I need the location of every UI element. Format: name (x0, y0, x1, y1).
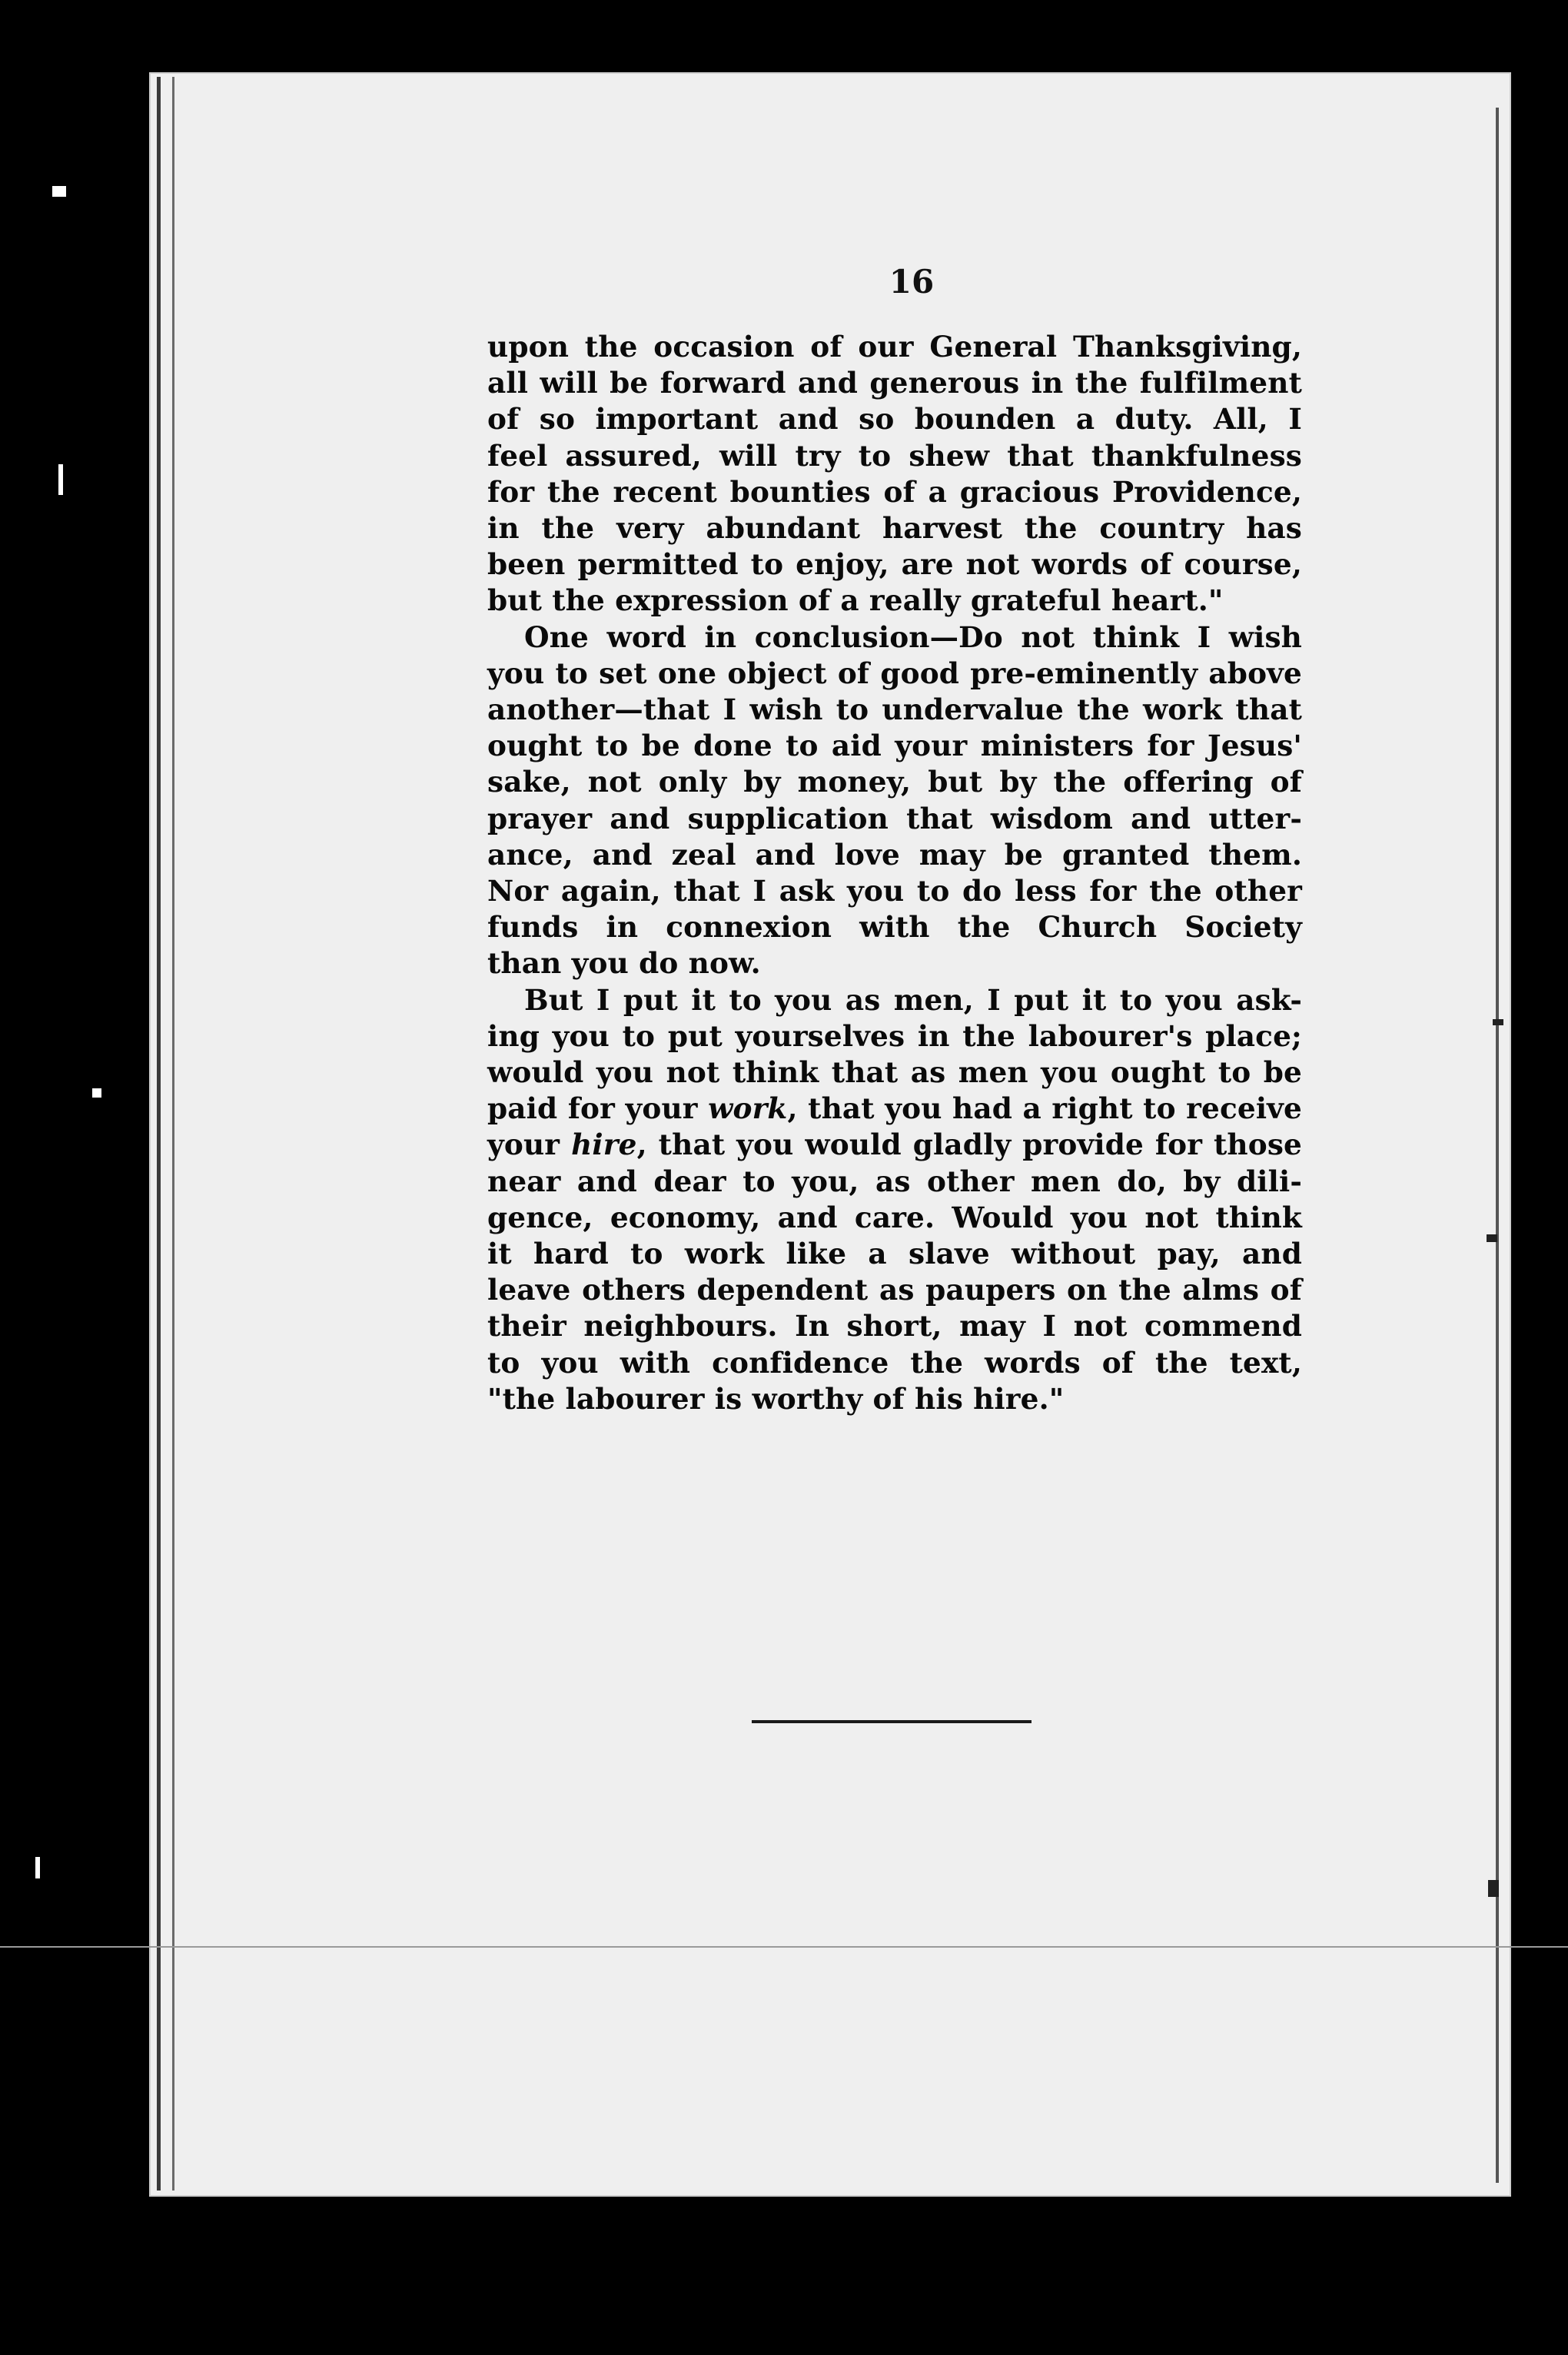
text-line: than you do now. (487, 946, 761, 981)
text-line: ing you to put yourselves in the labourer's place; (487, 1018, 1302, 1053)
scan-speck (52, 186, 66, 197)
body-text (487, 329, 1302, 1417)
text-line: of so important and so bounden a duty. All, I (487, 402, 1302, 437)
scan-speck (1493, 1019, 1503, 1025)
text-line: ought to be done to aid your ministers for Jesus' (487, 729, 1302, 763)
text-line: been permitted to enjoy, are not words of course, (487, 547, 1302, 582)
text-line: but the expression of a really grateful heart." (487, 583, 1224, 618)
text-line: for the recent bounties of a gracious Providence, (487, 474, 1302, 509)
scan-speck (58, 464, 63, 495)
text-line: would you not think that as men you ought to be (487, 1055, 1302, 1090)
text-line: you to set one object of good pre-eminently above (487, 656, 1302, 690)
text-line: Nor again, that I ask you to do less for the other (487, 874, 1302, 908)
text-line: another—that I wish to undervalue the work that (487, 693, 1302, 727)
scan-artifact-line (0, 1946, 1568, 1948)
page-number: 16 (889, 263, 935, 301)
paper-right-edge (1496, 108, 1499, 2183)
section-rule (752, 1720, 1031, 1723)
text-line: gence, economy, and care. Would you not think (487, 1200, 1302, 1234)
text-line: upon the occasion of our General Thanksgiving, (487, 330, 1302, 364)
text-line: feel assured, will try to shew that thankfulness (487, 438, 1302, 473)
bleed-through-text (446, 1483, 1314, 1714)
paragraph (487, 329, 1302, 619)
paragraph (487, 619, 1302, 982)
text-line: ance, and zeal and love may be granted them. (487, 837, 1302, 872)
scan-speck (1487, 1234, 1497, 1242)
text-line: But I put it to you as men, I put it to you ask- (524, 982, 1302, 1017)
text-line: to you with confidence the words of the text, (487, 1345, 1302, 1380)
binding-edge-line (157, 77, 161, 2191)
text-line: funds in connexion with the Church Society (487, 910, 1302, 945)
text-line: prayer and supplication that wisdom and utter- (487, 801, 1302, 835)
scan-speck (35, 1857, 40, 1878)
text-line: sake, not only by money, but by the offering of (487, 765, 1302, 799)
text-line: "the labourer is worthy of his hire." (487, 1381, 1065, 1416)
scan-speck (92, 1088, 101, 1098)
text-line: leave others dependent as paupers on the alms of (487, 1273, 1302, 1307)
text-line: your hire, that you would gladly provide for those (487, 1128, 1302, 1162)
text-line: it hard to work like a slave without pay, and (487, 1237, 1302, 1271)
scan-speck (1488, 1880, 1499, 1897)
text-line: all will be forward and generous in the fulfilment (487, 366, 1302, 400)
text-line: their neighbours. In short, may I not commend (487, 1309, 1302, 1344)
binding-edge-line-inner (172, 77, 174, 2191)
paragraph (487, 982, 1302, 1417)
text-line: paid for your work, that you had a right to receive (487, 1091, 1302, 1126)
text-line: One word in conclusion—Do not think I wish (524, 619, 1302, 654)
text-line: near and dear to you, as other men do, by dili- (487, 1164, 1302, 1198)
text-line: in the very abundant harvest the country has (487, 511, 1302, 546)
